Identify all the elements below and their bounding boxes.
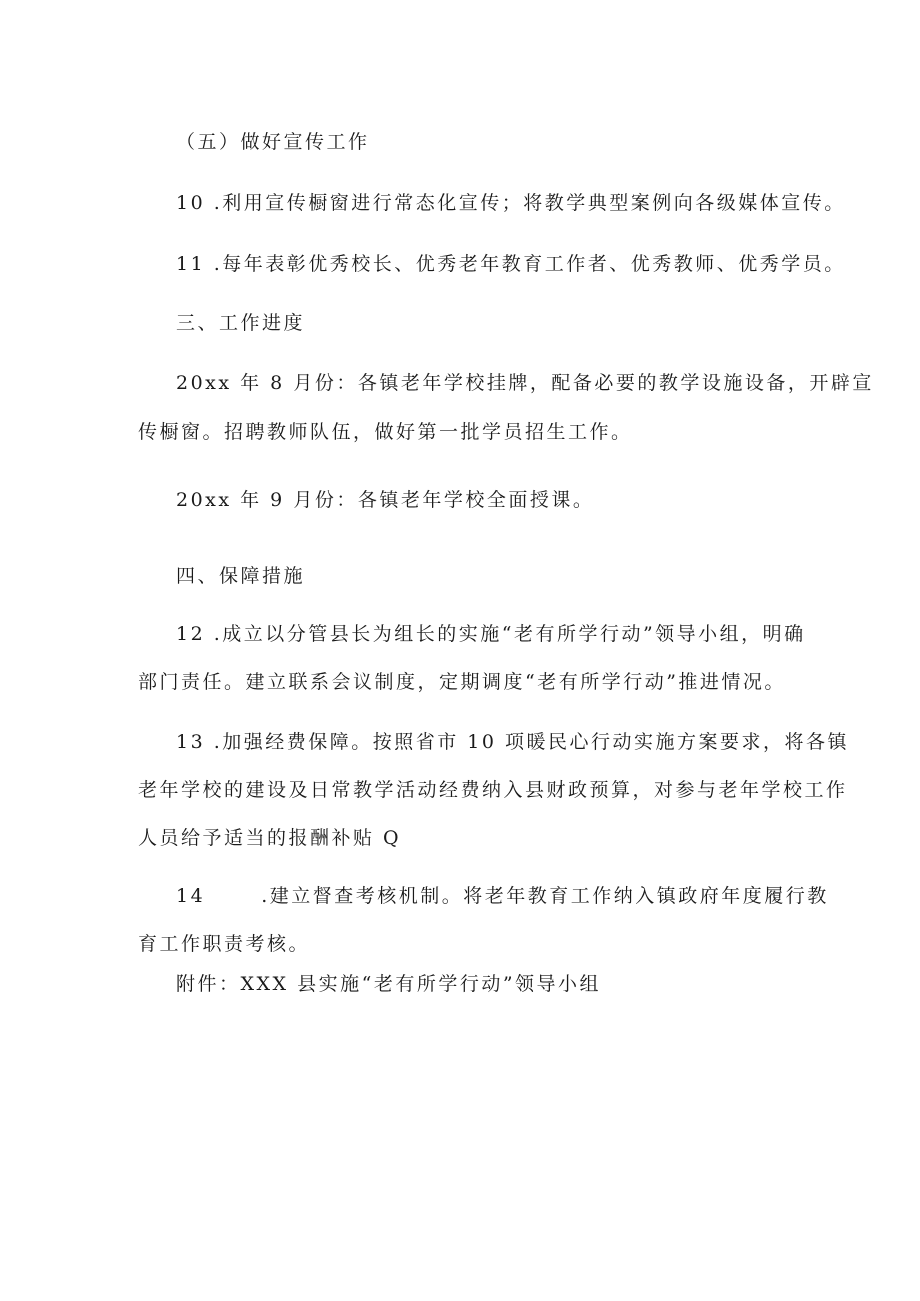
paragraph-item-14-line-1 bbox=[176, 884, 829, 908]
paragraph-september: 20xx 年 9 月份：各镇老年学校全面授课。 bbox=[176, 489, 595, 511]
paragraph-item-11: 11 .每年表彰优秀校长、优秀老年教育工作者、优秀教师、优秀学员。 bbox=[176, 253, 846, 275]
section-heading-3: 三、工作进度 bbox=[176, 312, 306, 334]
paragraph-august-line-1: 20xx 年 8 月份：各镇老年学校挂牌，配备必要的教学设施设备，开辟宣 bbox=[176, 372, 874, 394]
item-14-text: .建立督查考核机制。将老年教育工作纳入镇政府年度履行教 bbox=[261, 885, 829, 907]
paragraph-item-13-line-1: 13 .加强经费保障。按照省市 10 项暖民心行动实施方案要求，将各镇 bbox=[176, 731, 850, 753]
paragraph-item-13-line-3: 人员给予适当的报酬补贴 Q bbox=[138, 827, 402, 849]
paragraph-august-line-2: 传橱窗。招聘教师队伍，做好第一批学员招生工作。 bbox=[138, 421, 633, 443]
paragraph-item-13-line-2: 老年学校的建设及日常教学活动经费纳入县财政预算，对参与老年学校工作 bbox=[138, 779, 848, 801]
paragraph-item-10: 10 .利用宣传橱窗进行常态化宣传；将教学典型案例向各级媒体宣传。 bbox=[176, 192, 846, 214]
paragraph-item-12-line-1: 12 .成立以分管县长为组长的实施“老有所学行动”领导小组，明确 bbox=[176, 623, 806, 645]
paragraph-item-12-line-2: 部门责任。建立联系会议制度，定期调度“老有所学行动”推进情况。 bbox=[138, 671, 786, 693]
section-heading-4: 四、保障措施 bbox=[176, 565, 306, 587]
paragraph-item-14-line-2: 育工作职责考核。 bbox=[138, 933, 311, 955]
item-14-number: 14 bbox=[176, 885, 206, 907]
section-heading-5: （五）做好宣传工作 bbox=[176, 131, 370, 153]
attachment-line: 附件：XXX 县实施“老有所学行动”领导小组 bbox=[176, 973, 602, 995]
